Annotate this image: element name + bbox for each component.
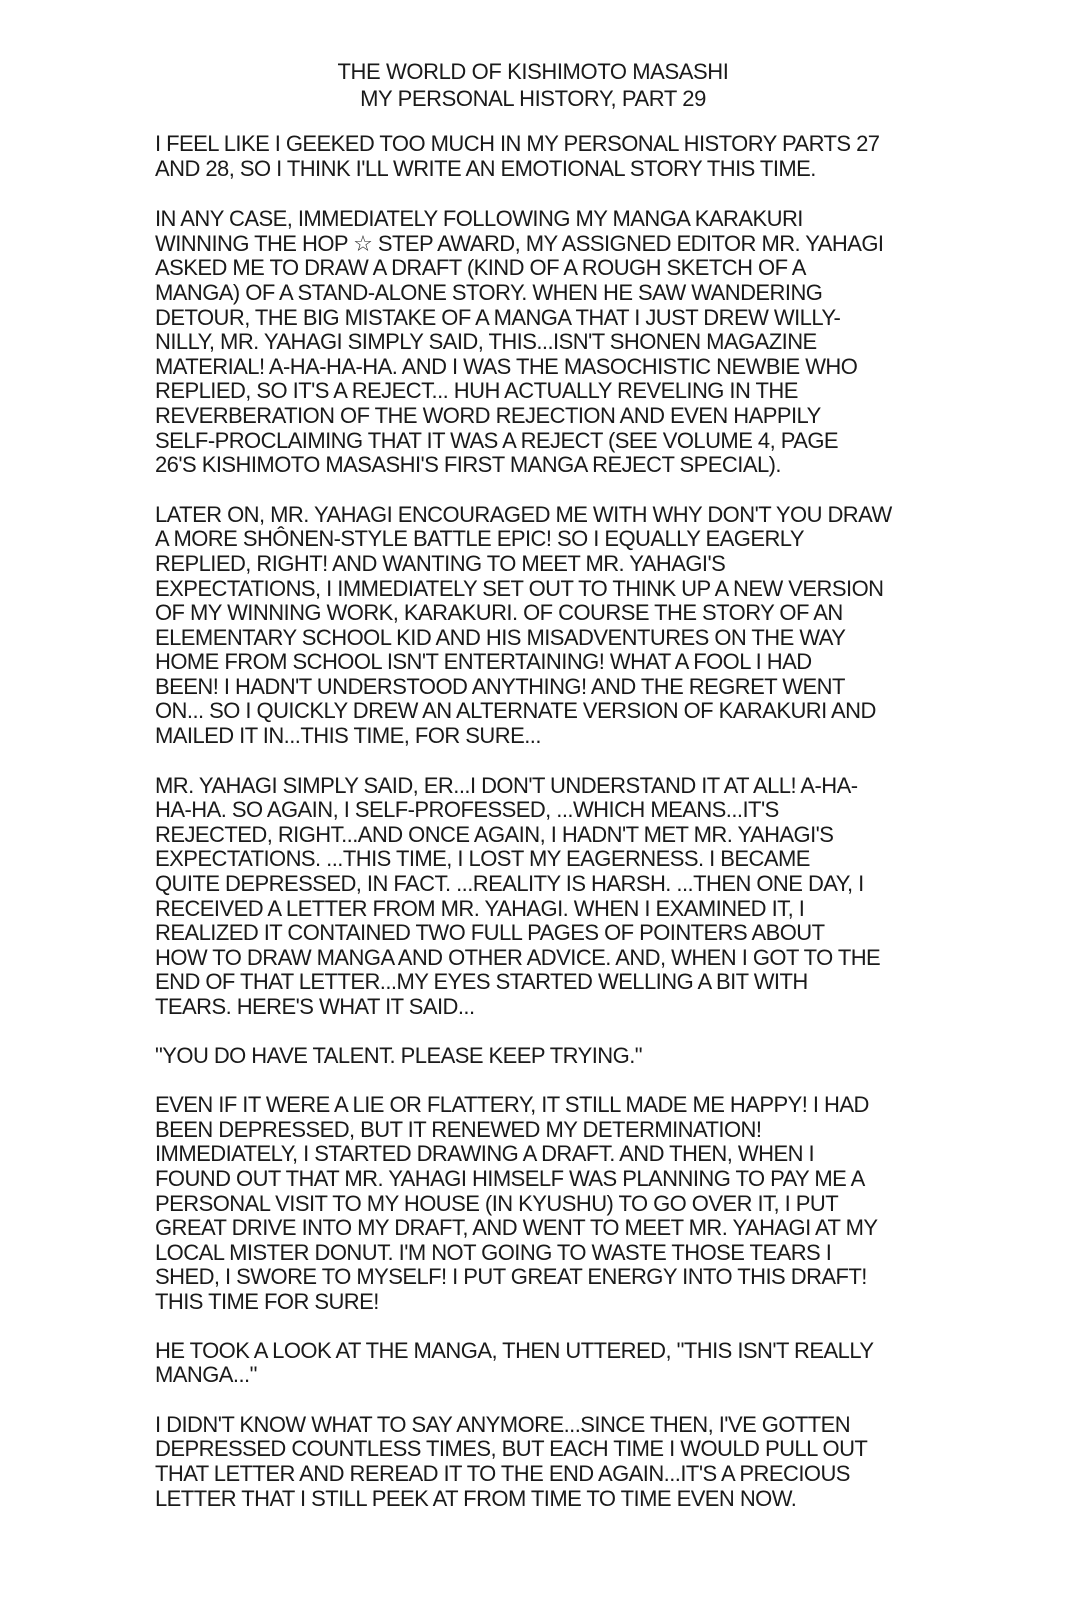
paragraph-gap [155,478,915,503]
text-line: THAT LETTER AND REREAD IT TO THE END AGAIN...IT'S A PRECIOUS [155,1460,850,1486]
text-line: SELF-PROCLAIMING THAT IT WAS A REJECT (SEE VOLUME 4, PAGE [155,427,839,453]
paragraph-gap [155,1020,915,1044]
text-line: 26'S KISHIMOTO MASASHI'S FIRST MANGA REJECT SPECIAL). [155,452,781,478]
paragraph [155,1413,915,1511]
paragraph [155,1339,915,1388]
text-line: AND 28, SO I THINK I'LL WRITE AN EMOTIONAL STORY THIS TIME. [155,155,816,181]
text-line: SHED, I SWORE TO MYSELF! I PUT GREAT ENERGY INTO THIS DRAFT! [155,1264,867,1290]
paragraph-gap [155,1068,915,1093]
text-line: MATERIAL! A-HA-HA-HA. AND I WAS THE MASOCHISTIC NEWBIE WHO [155,353,858,379]
text-line: BEEN! I HADN'T UNDERSTOOD ANYTHING! AND THE REGRET WENT [155,673,845,699]
paragraph-gap [155,1315,915,1339]
text-line: MAILED IT IN...THIS TIME, FOR SURE... [155,723,541,749]
text-line: RECEIVED A LETTER FROM MR. YAHAGI. WHEN I EXAMINED IT, I [155,895,805,921]
text-line: EXPECTATIONS, I IMMEDIATELY SET OUT TO THINK UP A NEW VERSION [155,575,884,601]
text-line: A MORE SHÔNEN-STYLE BATTLE EPIC! SO I EQUALLY EAGERLY [155,526,804,552]
text-line: ELEMENTARY SCHOOL KID AND HIS MISADVENTURES ON THE WAY [155,624,846,650]
header [0,58,1066,112]
text-line: HOW TO DRAW MANGA AND OTHER ADVICE. AND, WHEN I GOT TO THE [155,944,881,970]
text-line: BEEN DEPRESSED, BUT IT RENEWED MY DETERMINATION! [155,1116,762,1142]
paragraph [155,774,915,1020]
text-line: HE TOOK A LOOK AT THE MANGA, THEN UTTERED, "THIS ISN'T REALLY [155,1337,874,1363]
text-line: FOUND OUT THAT MR. YAHAGI HIMSELF WAS PLANNING TO PAY ME A [155,1165,865,1191]
page-title: THE WORLD OF KISHIMOTO MASASHI [337,59,729,84]
text-line: REALIZED IT CONTAINED TWO FULL PAGES OF POINTERS ABOUT [155,920,825,946]
text-line: LOCAL MISTER DONUT. I'M NOT GOING TO WASTE THOSE TEARS I [155,1239,832,1265]
text-line: GREAT DRIVE INTO MY DRAFT, AND WENT TO MEET MR. YAHAGI AT MY [155,1215,878,1241]
text-line: DETOUR, THE BIG MISTAKE OF A MANGA THAT I JUST DREW WILLY- [155,304,841,330]
text-line: ON... SO I QUICKLY DREW AN ALTERNATE VERSION OF KARAKURI AND [155,698,876,724]
text-line: THIS TIME FOR SURE! [155,1288,379,1314]
text-line: MANGA..." [155,1362,257,1388]
text-line: IMMEDIATELY, I STARTED DRAWING A DRAFT. AND THEN, WHEN I [155,1141,815,1167]
paragraph [155,1093,915,1314]
text-line: ASKED ME TO DRAW A DRAFT (KIND OF A ROUGH SKETCH OF A [155,255,806,281]
paragraph [155,207,915,478]
paragraph [155,1044,915,1069]
article-body [155,132,915,1511]
text-line: REVERBERATION OF THE WORD REJECTION AND EVEN HAPPILY [155,402,821,428]
text-line: HOME FROM SCHOOL ISN'T ENTERTAINING! WHAT A FOOL I HAD [155,649,812,675]
text-line: OF MY WINNING WORK, KARAKURI. OF COURSE THE STORY OF AN [155,600,843,626]
paragraph-gap [155,181,915,207]
text-line: END OF THAT LETTER...MY EYES STARTED WELLING A BIT WITH [155,969,808,995]
paragraph [155,503,915,749]
text-line: LATER ON, MR. YAHAGI ENCOURAGED ME WITH WHY DON'T YOU DRAW [155,501,892,527]
text-line: REPLIED, RIGHT! AND WANTING TO MEET MR. YAHAGI'S [155,550,726,576]
text-line: EVEN IF IT WERE A LIE OR FLATTERY, IT STILL MADE ME HAPPY! I HAD [155,1092,869,1118]
text-line: MR. YAHAGI SIMPLY SAID, ER...I DON'T UNDERSTAND IT AT ALL! A-HA- [155,772,858,798]
text-line: I FEEL LIKE I GEEKED TOO MUCH IN MY PERSONAL HISTORY PARTS 27 [155,131,880,156]
text-line: HA-HA. SO AGAIN, I SELF-PROFESSED, ...WHICH MEANS...IT'S [155,797,779,823]
text-line: REJECTED, RIGHT...AND ONCE AGAIN, I HADN'T MET MR. YAHAGI'S [155,821,834,847]
text-line: PERSONAL VISIT TO MY HOUSE (IN KYUSHU) TO GO OVER IT, I PUT [155,1190,839,1216]
text-line: QUITE DEPRESSED, IN FACT. ...REALITY IS HARSH. ...THEN ONE DAY, I [155,871,864,897]
text-line: EXPECTATIONS. ...THIS TIME, I LOST MY EAGERNESS. I BECAME [155,846,810,872]
page-subtitle: MY PERSONAL HISTORY, PART 29 [360,86,706,111]
paragraph [155,132,915,181]
text-line: I DIDN'T KNOW WHAT TO SAY ANYMORE...SINCE THEN, I'VE GOTTEN [155,1411,851,1437]
text-line: WINNING THE HOP ☆ STEP AWARD, MY ASSIGNED EDITOR MR. YAHAGI [155,230,884,256]
text-line: TEARS. HERE'S WHAT IT SAID... [155,994,475,1019]
text-line: LETTER THAT I STILL PEEK AT FROM TIME TO TIME EVEN NOW. [155,1485,797,1511]
text-line: REPLIED, SO IT'S A REJECT... HUH ACTUALLY REVELING IN THE [155,378,798,404]
text-line: NILLY, MR. YAHAGI SIMPLY SAID, THIS...ISN'T SHONEN MAGAZINE [155,329,817,355]
text-line: "YOU DO HAVE TALENT. PLEASE KEEP TRYING." [155,1042,643,1068]
paragraph-gap [155,749,915,774]
text-line: MANGA) OF A STAND-ALONE STORY. WHEN HE SAW WANDERING [155,279,823,305]
text-line: DEPRESSED COUNTLESS TIMES, BUT EACH TIME I WOULD PULL OUT [155,1436,868,1462]
paragraph-gap [155,1388,915,1413]
text-line: IN ANY CASE, IMMEDIATELY FOLLOWING MY MANGA KARAKURI [155,206,803,232]
